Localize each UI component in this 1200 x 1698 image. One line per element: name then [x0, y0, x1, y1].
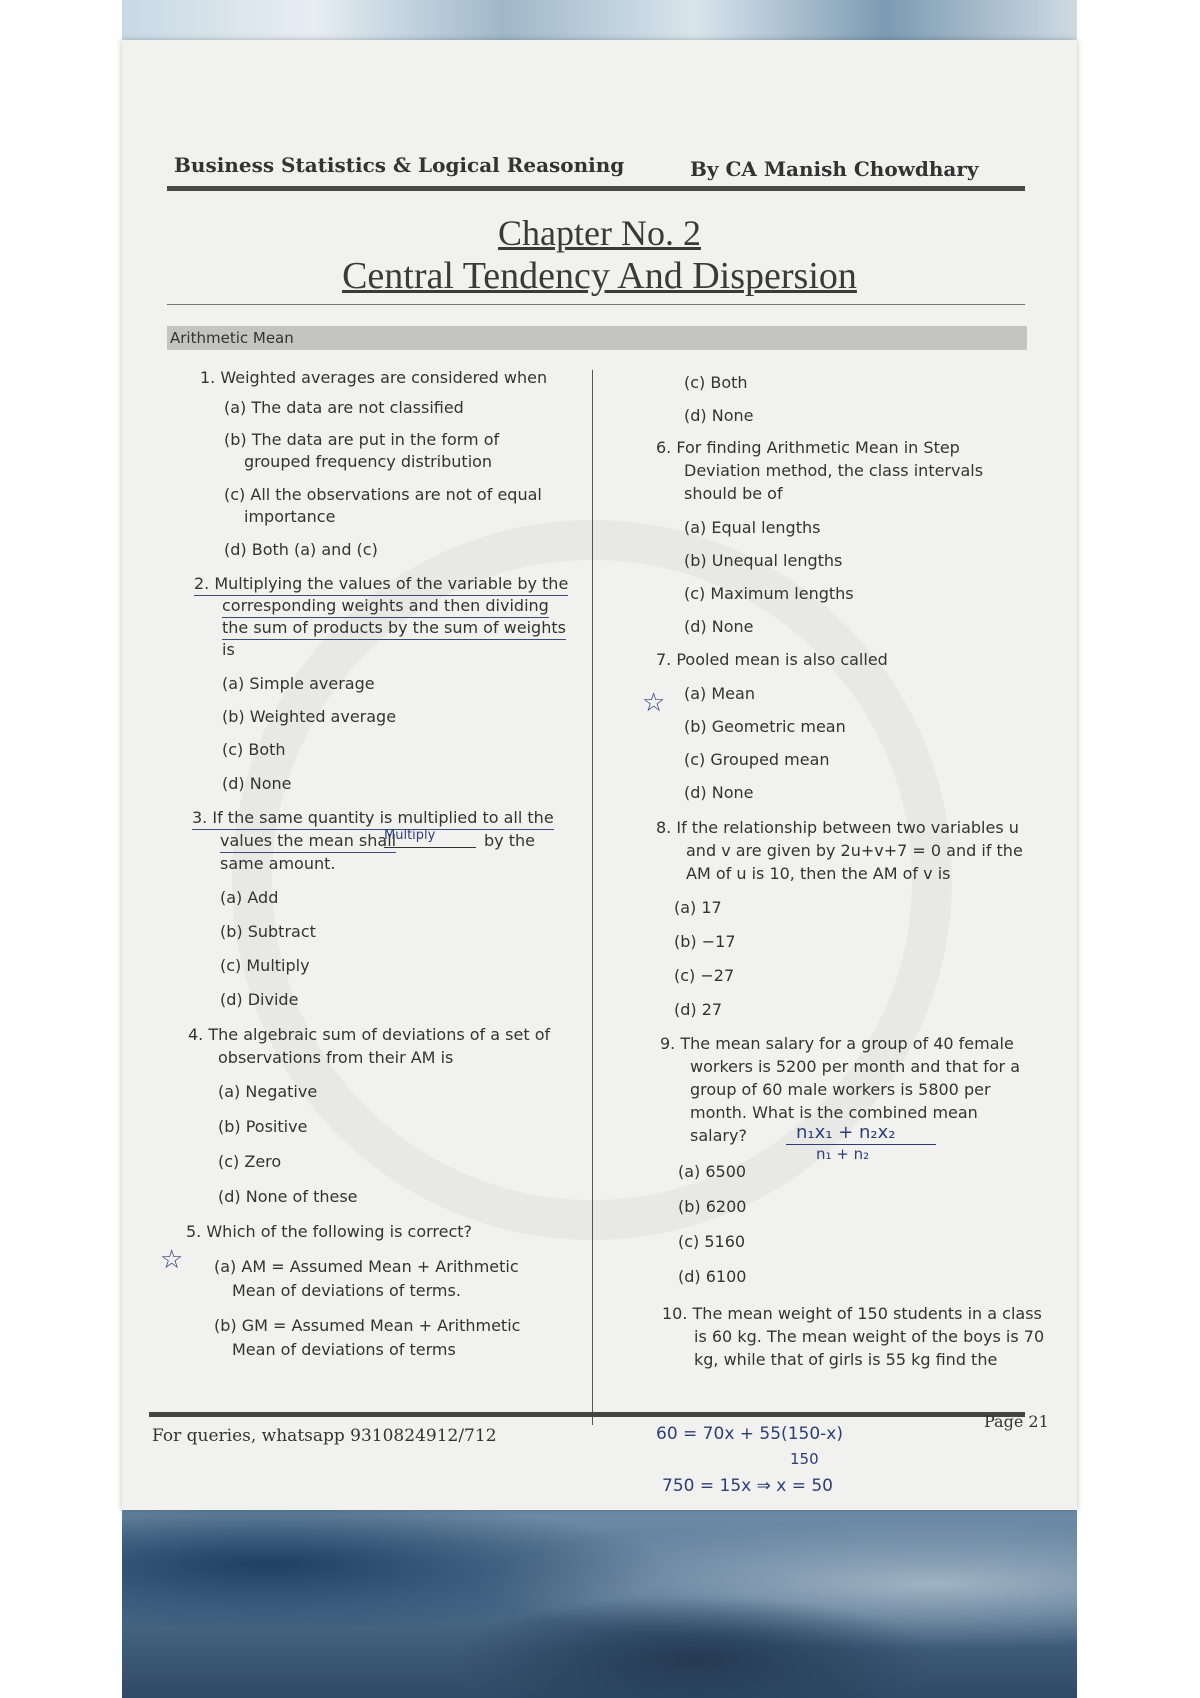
- q8-stem-line2: and v are given by 2u+v+7 = 0 and if the: [686, 841, 1023, 860]
- q2-stem-line3: the sum of products by the sum of weights: [222, 616, 566, 640]
- q5-option-d: (d) None: [684, 406, 754, 425]
- chapter-number: Chapter No. 2: [498, 213, 701, 253]
- q2-option-b: (b) Weighted average: [222, 707, 397, 726]
- q4-stem-line1: 4. The algebraic sum of deviations of a set of: [188, 1025, 551, 1044]
- q6-option-b: (b) Unequal lengths: [684, 551, 843, 570]
- q2-stem-line2: corresponding weights and then dividing: [222, 594, 549, 618]
- header-rule: [167, 186, 1025, 191]
- handwritten-work-line1: 60 = 70x + 55(150-x): [656, 1424, 843, 1444]
- q1-option-b: (b) The data are put in the form of: [224, 430, 500, 449]
- q3-stem-line3: same amount.: [220, 854, 336, 873]
- header-author: By CA Manish Chowdhary: [690, 157, 979, 181]
- q8-option-d: (d) 27: [674, 1000, 723, 1019]
- q1-option-c-cont: importance: [244, 507, 336, 526]
- q5-stem: 5. Which of the following is correct?: [186, 1222, 473, 1241]
- star-mark-icon: ☆: [160, 1245, 184, 1275]
- q6-option-a: (a) Equal lengths: [684, 518, 821, 537]
- q6-option-c: (c) Maximum lengths: [684, 584, 854, 603]
- q6-stem-line2: Deviation method, the class intervals: [684, 461, 984, 480]
- q3-option-a: (a) Add: [220, 888, 279, 907]
- q3-option-b: (b) Subtract: [220, 922, 316, 941]
- q4-option-b: (b) Positive: [218, 1117, 308, 1136]
- q6-option-d: (d) None: [684, 617, 754, 636]
- q5-option-b-cont: Mean of deviations of terms: [232, 1340, 456, 1359]
- q5-option-b: (b) GM = Assumed Mean + Arithmetic: [214, 1316, 521, 1335]
- q10-stem-line3: kg, while that of girls is 55 kg find the: [694, 1350, 998, 1369]
- q7-option-c: (c) Grouped mean: [684, 750, 830, 769]
- footer-rule: [149, 1412, 1025, 1417]
- q2-stem-line4: is: [222, 640, 235, 659]
- section-heading: Arithmetic Mean: [167, 326, 1027, 350]
- handwritten-formula-bottom: n₁ + n₂: [786, 1144, 936, 1163]
- chapter-rule: [167, 304, 1025, 305]
- background-left: [0, 0, 122, 1698]
- page-number: Page 21: [984, 1412, 1049, 1431]
- q5-option-a-cont: Mean of deviations of terms.: [232, 1281, 461, 1300]
- q1-option-b-cont: grouped frequency distribution: [244, 452, 493, 471]
- background-cloth-bottom: [122, 1508, 1077, 1698]
- q4-option-a: (a) Negative: [218, 1082, 318, 1101]
- printed-page: [122, 40, 1077, 1510]
- handwritten-formula-top: n₁x₁ + n₂x₂: [796, 1122, 896, 1143]
- q7-option-d: (d) None: [684, 783, 754, 802]
- header-subject: Business Statistics & Logical Reasoning: [174, 153, 625, 177]
- q3-option-c: (c) Multiply: [220, 956, 310, 975]
- q8-option-b: (b) −17: [674, 932, 736, 951]
- q4-stem-line2: observations from their AM is: [218, 1048, 454, 1067]
- q5-option-c: (c) Both: [684, 373, 748, 392]
- q1-option-d: (d) Both (a) and (c): [224, 540, 378, 559]
- q10-stem-line1: 10. The mean weight of 150 students in a class: [662, 1304, 1042, 1323]
- q3-option-d: (d) Divide: [220, 990, 299, 1009]
- q2-option-a: (a) Simple average: [222, 674, 375, 693]
- q6-stem-line3: should be of: [684, 484, 783, 503]
- q7-stem: 7. Pooled mean is also called: [656, 650, 888, 669]
- chapter-title: Central Tendency And Dispersion: [342, 255, 857, 297]
- q8-stem-line3: AM of u is 10, then the AM of v is: [686, 864, 951, 883]
- q9-stem-line1: 9. The mean salary for a group of 40 female: [660, 1034, 1014, 1053]
- footer-contact: For queries, whatsapp 9310824912/712: [152, 1426, 497, 1446]
- q10-stem-line2: is 60 kg. The mean weight of the boys is 70: [694, 1327, 1045, 1346]
- q4-option-c: (c) Zero: [218, 1152, 282, 1171]
- column-divider: [592, 370, 593, 1425]
- q4-option-d: (d) None of these: [218, 1187, 358, 1206]
- q2-option-c: (c) Both: [222, 740, 286, 759]
- q9-option-a: (a) 6500: [678, 1162, 747, 1181]
- q9-stem-line2: workers is 5200 per month and that for a: [690, 1057, 1020, 1076]
- q7-option-b: (b) Geometric mean: [684, 717, 846, 736]
- background-right: [1077, 0, 1200, 1698]
- q9-option-d: (d) 6100: [678, 1267, 747, 1286]
- q1-option-a: (a) The data are not classified: [224, 398, 464, 417]
- q3-stem-line2a: values the mean shall: [220, 829, 396, 853]
- q8-option-c: (c) −27: [674, 966, 735, 985]
- star-mark-icon: ☆: [642, 688, 666, 718]
- handwritten-work-line2: 750 = 15x ⇒ x = 50: [662, 1476, 833, 1496]
- q3-stem-line1: 3. If the same quantity is multiplied to all the: [192, 806, 554, 830]
- q9-option-b: (b) 6200: [678, 1197, 747, 1216]
- q9-stem-line3: group of 60 male workers is 5800 per: [690, 1080, 991, 1099]
- q3-handwritten-blank: Multiply: [384, 824, 476, 848]
- q2-stem-line1: 2. Multiplying the values of the variable by the: [194, 572, 568, 596]
- q8-stem-line1: 8. If the relationship between two variables u: [656, 818, 1019, 837]
- q5-option-a: (a) AM = Assumed Mean + Arithmetic: [214, 1257, 519, 1276]
- q9-stem-line4: month. What is the combined mean: [690, 1103, 978, 1122]
- q7-option-a: (a) Mean: [684, 684, 755, 703]
- q8-option-a: (a) 17: [674, 898, 722, 917]
- q3-stem-line2b: by the: [484, 831, 535, 850]
- q9-option-c: (c) 5160: [678, 1232, 746, 1251]
- q6-stem-line1: 6. For finding Arithmetic Mean in Step: [656, 438, 960, 457]
- handwritten-work-denominator: 150: [790, 1450, 819, 1468]
- q9-stem-line5: salary?: [690, 1126, 747, 1145]
- q2-option-d: (d) None: [222, 774, 292, 793]
- q1-stem: 1. Weighted averages are considered when: [200, 368, 548, 387]
- q1-option-c: (c) All the observations are not of equal: [224, 485, 542, 504]
